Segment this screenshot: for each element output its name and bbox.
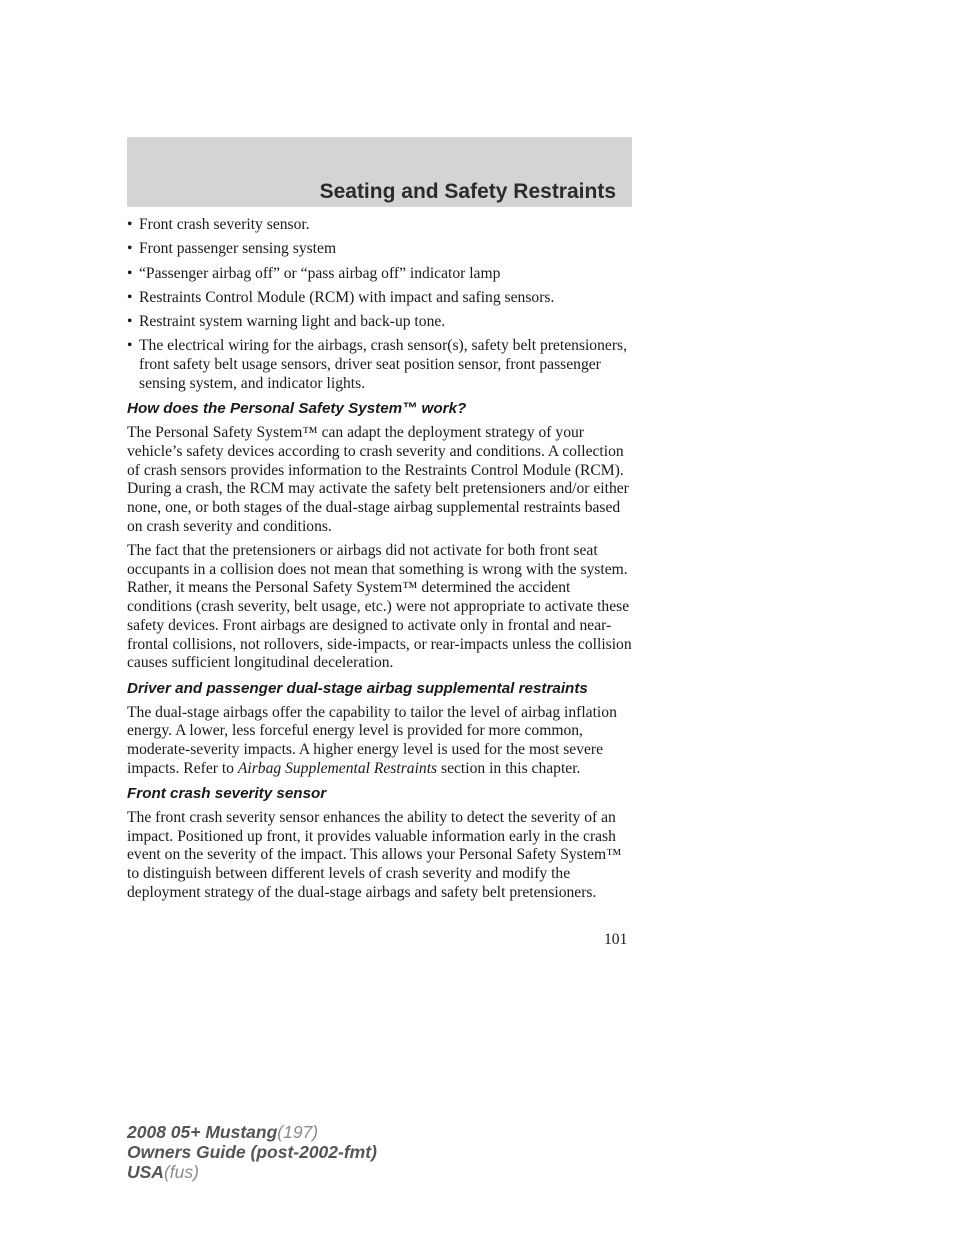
component-list: [127, 216, 637, 394]
paragraph: The dual-stage airbags offer the capability to tailor the level of airbag inflation energy. A lower, less forceful energy level is provided for more common, moderate-severity impacts. A higher energy level is used for the most severe impacts. Refer to Airbag Supplemental Restraints section in this chapter.: [127, 703, 617, 777]
chapter-title: Seating and Safety Restraints: [319, 180, 616, 203]
bullet-icon: •: [127, 264, 133, 282]
footer-line: Owners Guide (post-2002-fmt): [127, 1141, 377, 1162]
list-item: • Restraints Control Module (RCM) with impact and safing sensors.: [127, 288, 555, 306]
page-content: [127, 216, 637, 908]
paragraph: The fact that the pretensioners or airbags did not activate for both front seat occupants in a collision does not mean that something is wrong with the system. Rather, it means the Personal Safety System™ determined the accident conditions (crash severity, belt usage, etc.) were not appropriate to activate these safety devices. Front airbags are designed to activate only in frontal and near-frontal collisions, not rollovers, side-impacts, or rear-impacts unless the collision causes sufficient longitudinal deceleration.: [127, 542, 632, 672]
page-number: 101: [604, 931, 628, 948]
footer-line: USA(fus): [127, 1161, 199, 1182]
list-item: • The electrical wiring for the airbags, crash sensor(s), safety belt pretensioners, front safety belt usage sensors, driver seat position sensor, front passenger sensing system, and indicator lights.: [127, 337, 627, 392]
section-heading-how-it-works: How does the Personal Safety System™ work?: [127, 400, 467, 418]
paragraph: The Personal Safety System™ can adapt the deployment strategy of your vehicle’s safety devices according to crash severity and conditions. A collection of crash sensors provides information to the Restraints Control Module (RCM). During a crash, the RCM may activate the safety belt pretensioners and/or either none, one, or both stages of the dual-stage airbag supplemental restraints based on crash severity and conditions.: [127, 424, 629, 535]
bullet-icon: •: [127, 288, 133, 306]
section-heading-crash-severity-sensor: Front crash severity sensor: [127, 784, 327, 802]
bullet-icon: •: [127, 240, 133, 258]
chapter-header-band: [127, 137, 632, 207]
cross-reference: Airbag Supplemental Restraints: [237, 759, 438, 777]
paragraph: The front crash severity sensor enhances the ability to detect the severity of an impact. Positioned up front, it provides valuable information early in the crash event on the severity of the impact. This allows your Personal Safety System™ to distinguish between different levels of crash severity and modify the deployment strategy of the dual-stage airbags and safety belt pretensioners.: [127, 808, 622, 901]
footer-line: 2008 05+ Mustang(197): [127, 1122, 319, 1142]
section-heading-dual-stage-airbags: Driver and passenger dual-stage airbag supplemental restraints: [127, 679, 588, 697]
bullet-icon: •: [127, 337, 133, 355]
bullet-icon: •: [127, 216, 133, 233]
list-item: • Front crash severity sensor.: [127, 216, 310, 233]
list-item: • Front passenger sensing system: [127, 240, 337, 258]
bullet-icon: •: [127, 313, 133, 331]
list-item: • “Passenger airbag off” or “pass airbag off” indicator lamp: [127, 264, 501, 282]
document-footer: [127, 1123, 377, 1182]
list-item: • Restraint system warning light and back-up tone.: [127, 313, 446, 331]
